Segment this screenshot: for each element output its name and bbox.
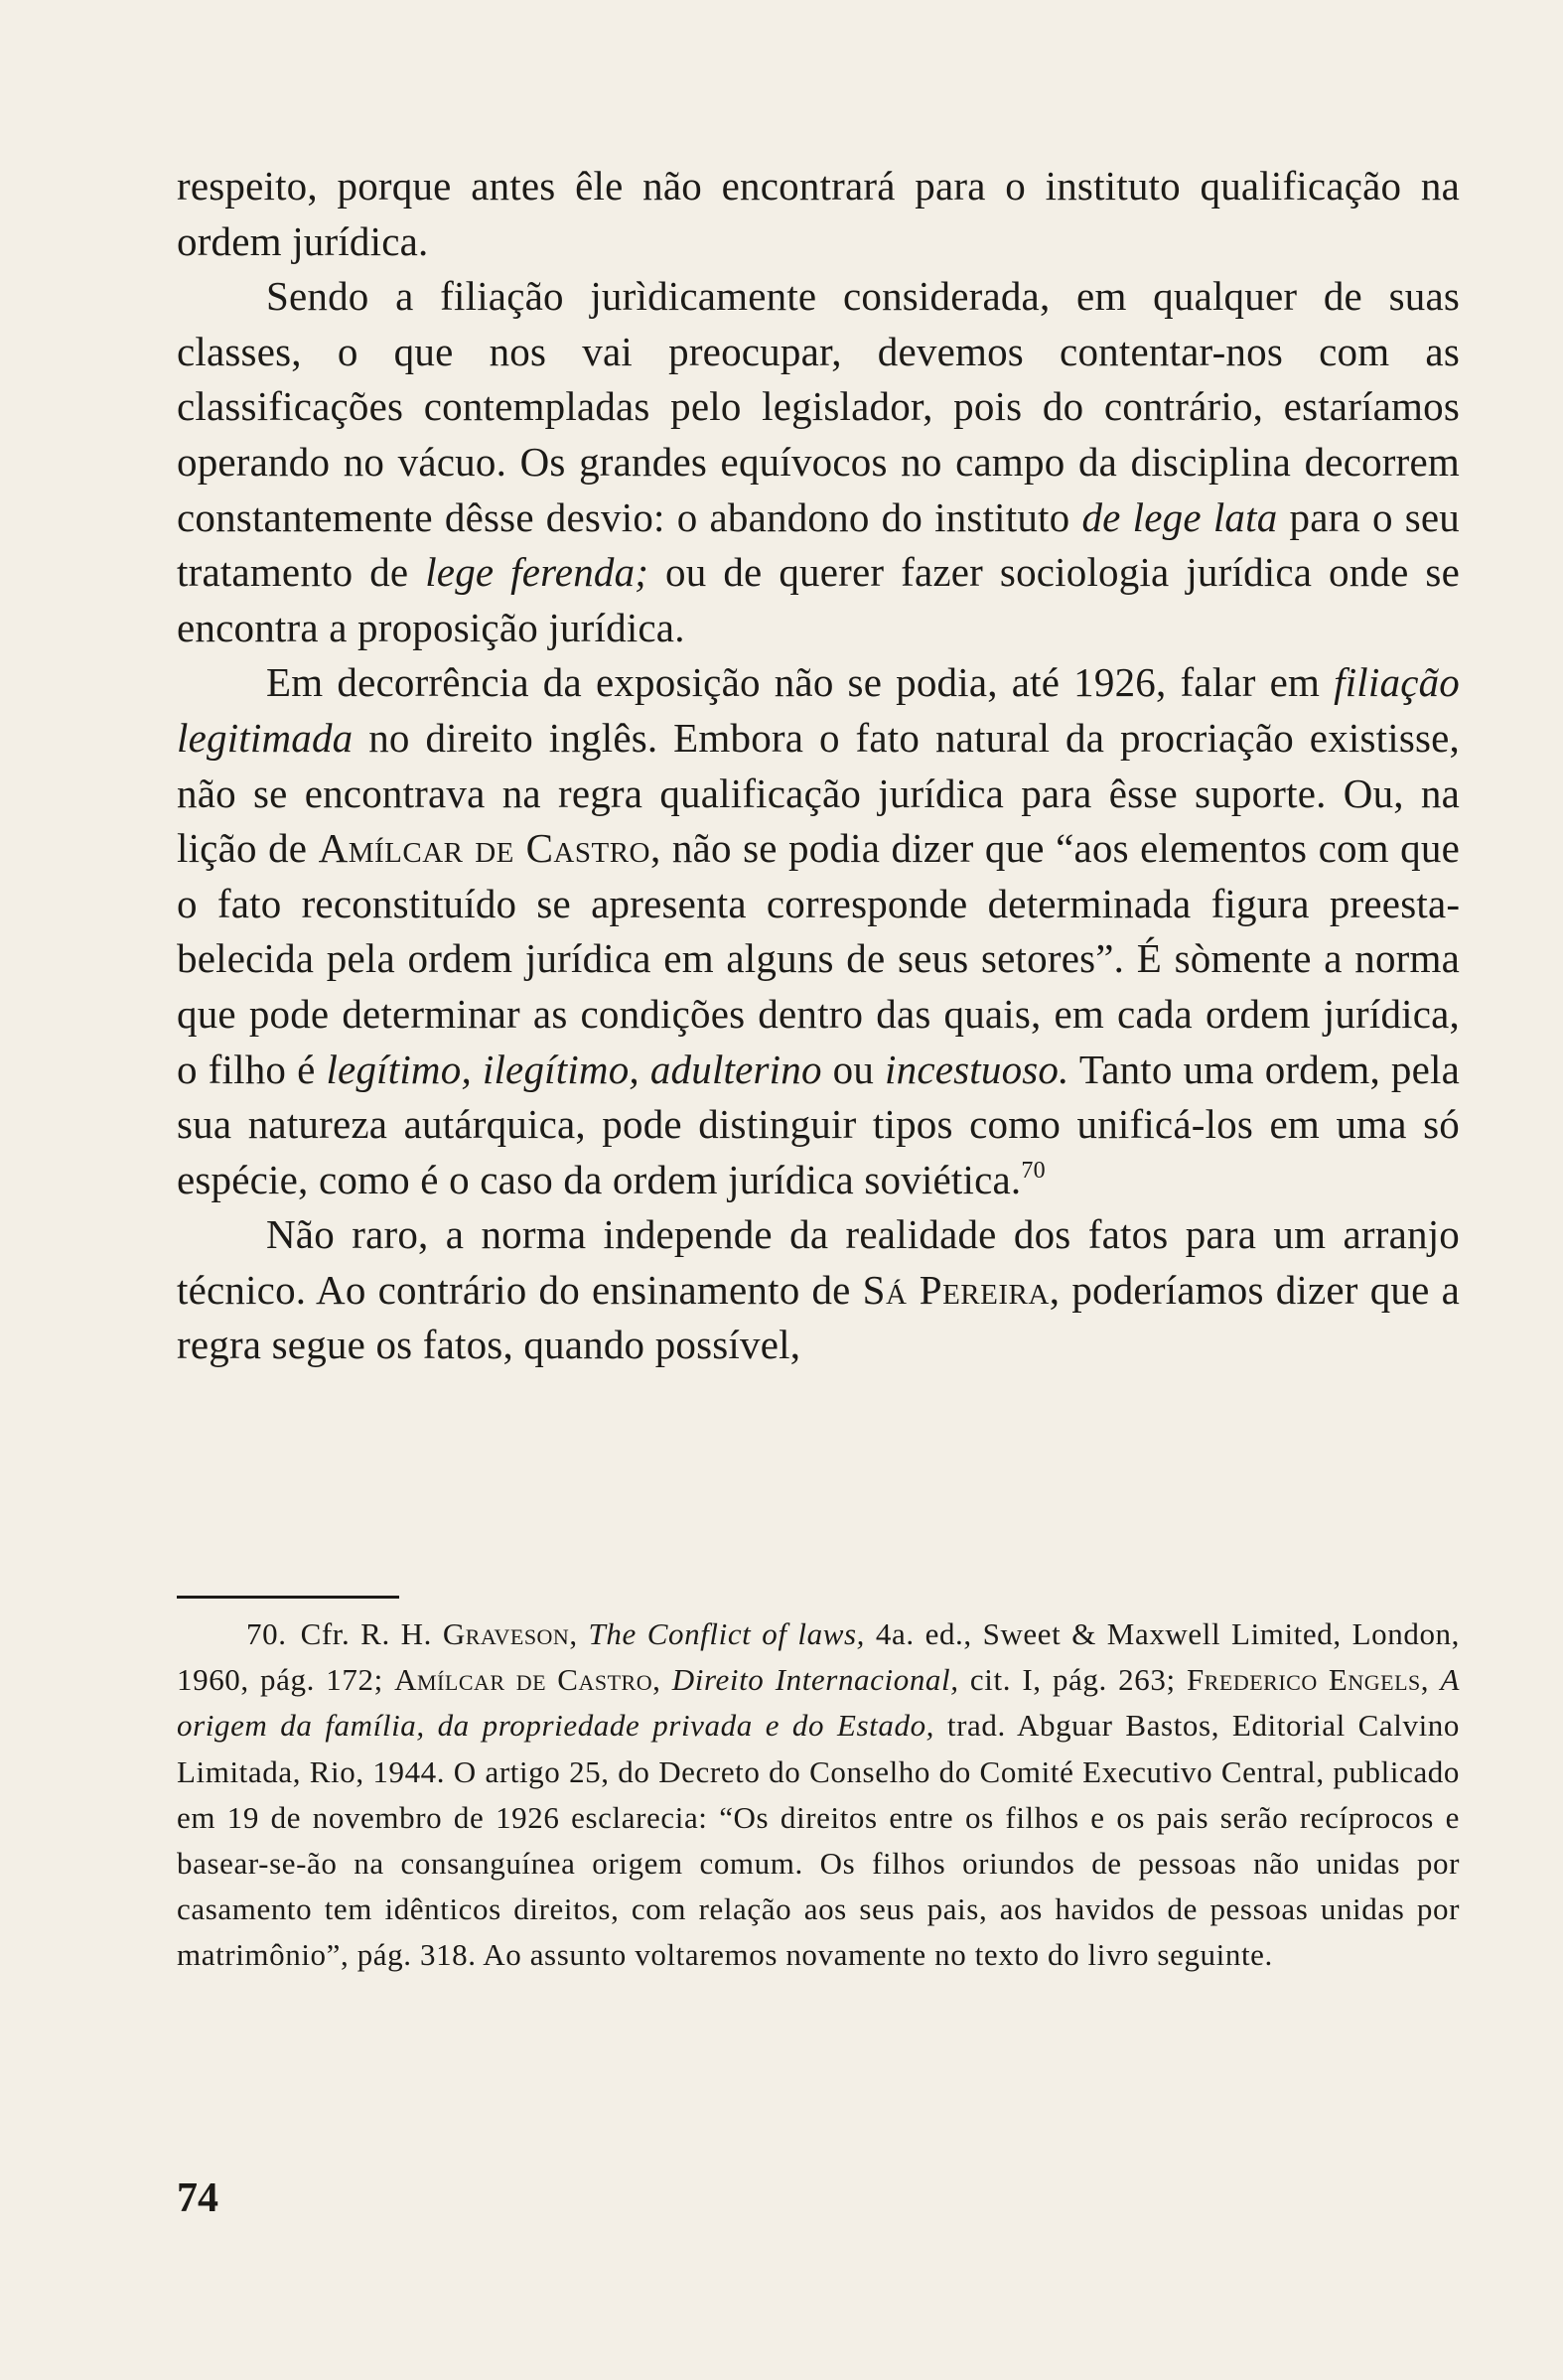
text-run: , <box>569 1616 589 1651</box>
text-run: para o seu tratamento de <box>177 493 1460 596</box>
body-text <box>177 159 1460 1373</box>
text-run: Não raro, a norma independe da realidade dos fatos para um arranjo técnico. Ao contrário do ensinamento de <box>177 1211 1460 1313</box>
text-run: , não se podia dizer que “aos elementos com que o fato reconstituído se apresenta corresponde determinada figura preestabelecida pela ordem jurídica em alguns de seus setores”. É sòmente a norma que pode determinar as condições dentro das quais, em cada ordem jurídica, o filho é <box>177 825 1460 1092</box>
italic-text: lege ferenda; <box>425 549 649 596</box>
italic-text: Direito Internacional, <box>671 1662 959 1698</box>
italic-text: The Conflict of laws, <box>588 1616 866 1651</box>
text-run: Cfr. R. H. <box>300 1616 443 1651</box>
main-text <box>177 159 1460 1373</box>
text-run: , <box>1420 1662 1441 1698</box>
text-run: no direito inglês. Embora o fato natural da procriação existisse, não se encontrava na regra qualificação jurídica para êsse suporte. Ou, na lição de <box>177 714 1460 872</box>
author-name: Amílcar de Castro <box>394 1662 653 1698</box>
italic-text: filiação legitimada <box>177 659 1460 761</box>
italic-text: A origem da família, da propriedade privada e do Estado, <box>177 1662 1460 1744</box>
author-name: Frederico Engels <box>1186 1662 1421 1698</box>
text-run: 4a. ed., Sweet & Maxwell Limited, London, 1960, pág. 172; <box>177 1616 1460 1698</box>
italic-text: legítimo, ilegítimo, adulterino <box>326 1046 822 1092</box>
text-run: Sendo a filiação jurìdicamente considerada, em qualquer de suas classes, o que nos vai preocupar, devemos contentar-nos com as classificações contempladas pelo legislador, pois do contrário, estaríamos operando no vácuo. Os grandes equívocos no campo da disciplina decorrem constantemente dêsse desvio: o abandono do instituto <box>177 273 1460 540</box>
text-run: ou <box>821 1046 886 1092</box>
author-name: Amílcar de Castro <box>318 825 650 872</box>
paragraph <box>177 159 1460 269</box>
text-run: cit. I, pág. 263; <box>958 1662 1187 1698</box>
text-run: respeito, porque antes êle não encontrará para o instituto qualificação na ordem jurídica. <box>177 163 1460 264</box>
author-name: Sá Pereira <box>862 1266 1050 1313</box>
italic-text: de lege lata <box>1081 493 1278 540</box>
footnote-text <box>177 1616 1460 1972</box>
text-run: Tanto uma ordem, pela sua natureza autárquica, pode distinguir tipos como unificá-los em uma só espécie, como é o caso da ordem jurídica soviética. <box>177 1046 1460 1202</box>
paragraph <box>177 655 1460 1207</box>
author-name: Graveson <box>442 1616 570 1651</box>
footnote-separator <box>177 1596 399 1599</box>
paragraph <box>177 1207 1460 1373</box>
text-run: Em decorrência da exposição não se podia, até 1926, falar em <box>266 659 1335 706</box>
footnote-number: 70. <box>246 1616 287 1651</box>
italic-text: incestuoso. <box>885 1046 1069 1092</box>
text-run: trad. Abguar Bastos, Editorial Calvino Limitada, Rio, 1944. O artigo 25, do Decreto do Conselho do Comité Executivo Central, publicado em 19 de novembro de 1926 esclarecia: “Os direitos entre os filhos e os pais serão recíprocos e basear-se-ão na consanguínea origem comum. Os filhos oriundos de pessoas não unidas por casamento tem idênticos direitos, com relação aos seus pais, aos havidos de pessoas unidas por matrimônio”, pág. 318. Ao assunto voltaremos novamente no texto do livro seguinte. <box>177 1708 1460 1973</box>
text-run: ou de querer fazer sociologia jurídica onde se encontra a proposição jurídica. <box>177 549 1460 650</box>
footnote <box>177 1611 1460 1979</box>
page-number: 74 <box>177 2175 218 2221</box>
paragraph <box>177 269 1460 655</box>
text-run: , poderíamos dizer que a regra segue os fatos, quando possível, <box>177 1266 1460 1368</box>
text-run: , <box>652 1662 672 1698</box>
footnote-reference: 70 <box>1021 1157 1046 1184</box>
